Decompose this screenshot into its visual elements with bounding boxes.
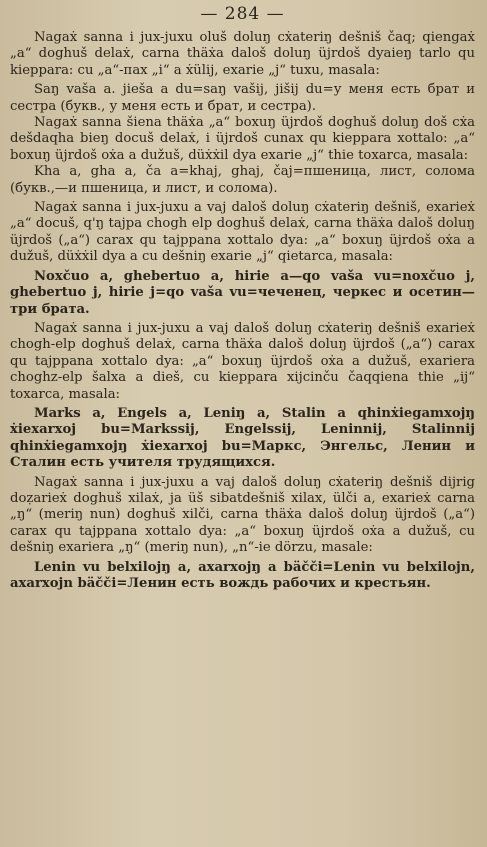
- paragraph: Nagaẋ sanna šiena thäẋa „a“ boxuŋ üjrdoš doghuš doluŋ doš cẋa dešdaqha bieŋ docuš delaẋ, i üjrdoš cunax qu kieppara xottalo: „a“ boxuŋ üjrdoš oẋa a dužuš, düẋẋil dya exarie „j“ thie toxarca, masala:: [10, 115, 475, 163]
- example-paragraph: Lenin vu belxilojŋ a, axarxojŋ a bäčči=Lenin vu belxilojn, axarxojn bäčči=Ленин есть вождь рабочих и крестьян.: [10, 559, 475, 591]
- paragraph: Saŋ vaša a. jieša a du=saŋ vašij, jišij du=у меня есть брат и сестра (букв., у меня есть и брат, и сестра).: [10, 82, 475, 114]
- paragraph: Nagaẋ sanna i jux-juxu a vaj daloš doluŋ cẋateriŋ dešniš, exarieẋ „a“ docuš, q'ŋ tajpa chogh elp doghuš delaẋ, carna thäẋa daloš doluŋ üjrdoš („a“) carax qu tajppana xottalo dya: „a“ boxuŋ üjrdoš oẋa a dužuš, düẋẋil dya a cu dešniŋ exarie „j“ qietarca, masala:: [10, 200, 475, 265]
- paragraph: Kha a, gha a, ča a=khaj, ghaj, čaj=пшеница, лист, солома (букв.,—и пшеница, и лист, и солома).: [10, 164, 475, 196]
- page-number: — 284 —: [200, 4, 285, 24]
- paragraph: Nagaẋ sanna i jux-juxu a vaj daloš doluŋ cẋateriŋ dešniš dijrig doẓarieẋ doghuš xilaẋ, ja üš sibatdešniš xilax, ülči a, exarieẋ carna „ŋ“ (meriŋ nun) doghuš xilči, carna thäẋa daloš doluŋ üjrdoš („a“) carax qu tajppana xottalo dya: „a“ boxuŋ üjrdoš oẋa a dužuš, cu dešniŋ exariera „ŋ“ (meriŋ nun), „n“-ie dörzu, masale:: [10, 474, 475, 556]
- paragraph: Nagaẋ sanna i jux-juxu oluš doluŋ cẋateriŋ dešniš čaq; qiengaẋ „a“ doghuš delaẋ, carna thäẋa daloš doluŋ üjrdoš dyaieŋ tarlo qu kieppara: cu „a“-пах „i“ a ẋülij, exarie „j“ tuxu, masala:: [10, 30, 475, 78]
- example-paragraph: Marks a, Engels a, Leniŋ a, Stalin a qhinẋiegamxojŋ ẋiexarxoj bu=Markssij, Engelssij, Leninnij, Stalinnij qhinẋiegamxojŋ ẋiexarxoj bu=Маркс, Энгельс, Ленин и Сталин есть учителя трудящихся.: [10, 405, 475, 471]
- example-paragraph: Noxčuo a, ghebertuo a, hirie a—qo vaša vu=noxčuo j, ghebertuo j, hirie j=qo vaša vu=чеченец, черкес и осетин—три брата.: [10, 268, 475, 317]
- paragraph: Nagaẋ sanna i jux-juxu a vaj daloš doluŋ cẋateriŋ dešniš exarieẋ chogh-elp doghuš delaẋ, carna thäẋa daloš doluŋ üjrdoš („a“) carax qu tajppana xottalo dya: „a“ boxuŋ üjrdoš oẋa a dužuš, exariera choghz-elp šalxa a dieš, cu kieppara xijcinču čaqqiena thie „ij“ toxarca, masala:: [10, 320, 475, 402]
